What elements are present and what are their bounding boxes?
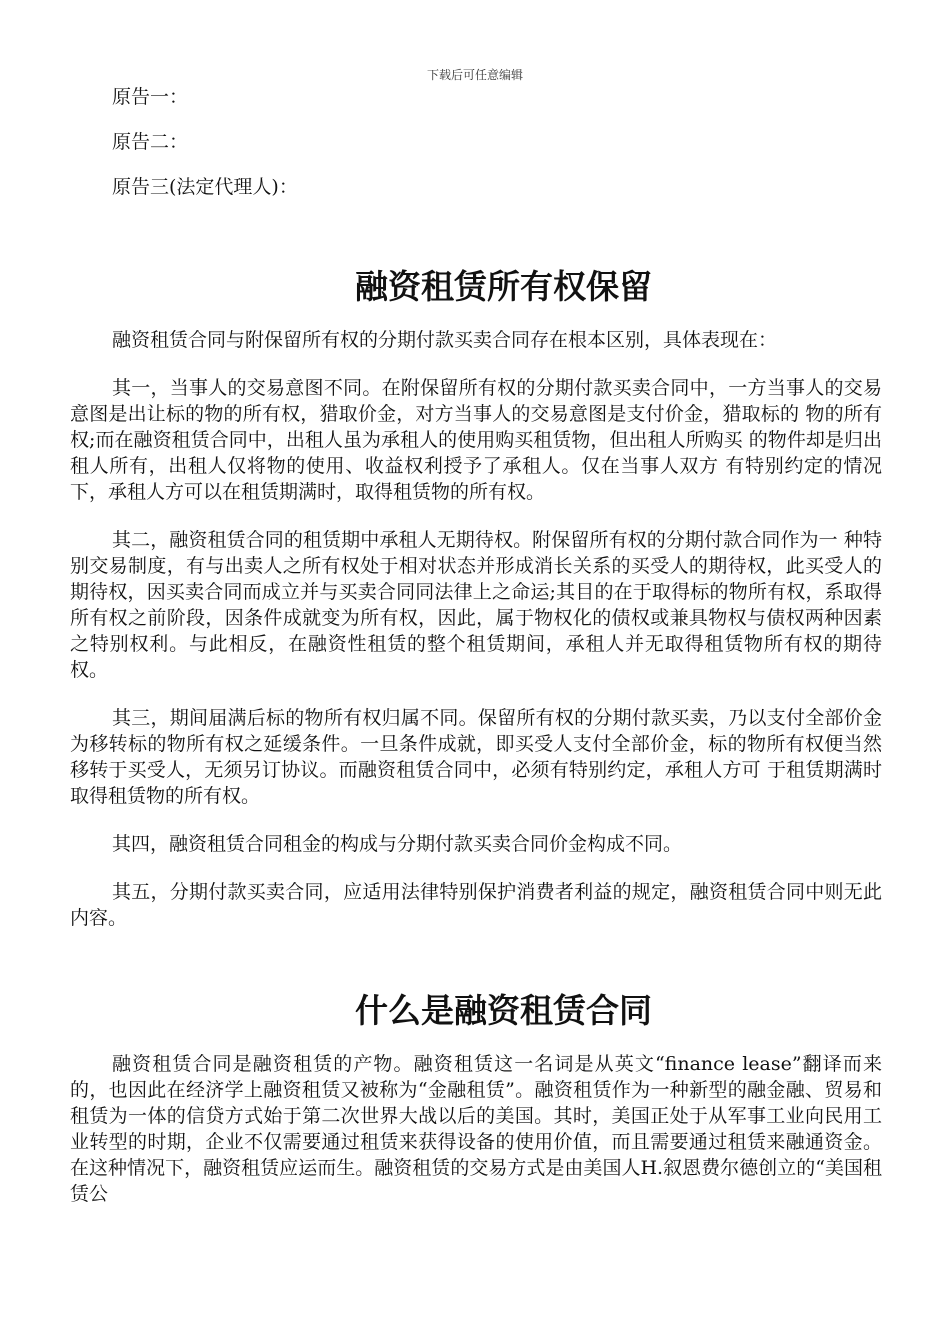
section1-point-5: 其五，分期付款买卖合同，应适用法律特别保护消费者利益的规定，融资租赁合同中则无此内容。 — [70, 881, 882, 929]
plaintiff-2: 原告二： — [112, 131, 189, 153]
plaintiff-3: 原告三(法定代理人)： — [112, 176, 298, 198]
section1-point-3: 其三，期间届满后标的物所有权归属不同。保留所有权的分期付款买卖，乃以支付全部价金为移转标的物所有权之延缓条件。一旦条件成就，即买受人支付全部价金，标的物所有权便当然移转于买受人，无须另订协议。而融资租赁合同中，必须有特别约定，承租人方可 于租赁期满时取得租赁物的所有权。 — [70, 707, 882, 807]
section1-point-1: 其一，当事人的交易意图不同。在附保留所有权的分期付款买卖合同中，一方当事人的交易意图是出让标的物的所有权，猎取价金，对方当事人的交易意图是支付价金，猎取标的 物的所有权;而在融资租赁合同中，出租人虽为承租人的使用购买租赁物，但出租人所购买 的物件却是归出租人所有，出租人仅将物的使用、收益权利授予了承租人。仅在当事人双方 有特别约定的情况下，承租人方可以在租赁期满时，取得租赁物的所有权。 — [70, 377, 882, 503]
section1-point-4: 其四，融资租赁合同租金的构成与分期付款买卖合同价金构成不同。 — [112, 833, 683, 855]
section2-paragraph: 融资租赁合同是融资租赁的产物。融资租赁这一名词是从英文“finance lease”翻译而来的，也因此在经济学上融资租赁又被称为“金融租赁”。融资租赁作为一种新型的融金融、贸易和租赁为一体的信贷方式始于第二次世界大战以后的美国。其时，美国正处于从军事工业向民用工业转型的时期，企业不仅需要通过租赁来获得设备的使用价值，而且需要通过租赁来融通资金。在这种情况下，融资租赁应运而生。融资租赁的交易方式是由美国人H.叙恩费尔德创立的“美国租赁公 — [70, 1053, 882, 1205]
section2-title: 什么是融资租赁合同 — [355, 991, 652, 1030]
document-content — [70, 84, 882, 1207]
plaintiff-1: 原告一： — [112, 86, 189, 108]
section1-intro: 融资租赁合同与附保留所有权的分期付款买卖合同存在根本区别，具体表现在： — [112, 329, 778, 351]
section1-title: 融资租赁所有权保留 — [355, 267, 652, 306]
section1-point-2: 其二，融资租赁合同的租赁期中承租人无期待权。附保留所有权的分期付款合同作为一 种特别交易制度，有与出卖人之所有权处于相对状态并形成消长关系的买受人的期待权，此买受人的期待权，因买卖合同而成立并与买卖合同同法律上之命运;其目的在于取得标的物所有权，系取得所有权之前阶段，因条件成就变为所有权，因此，属于物权化的债权或兼具物权与债权两种因素之特别权利。与此相反，在融资性租赁的整个租赁期间，承租人并无取得租赁物所有权的期待权。 — [70, 529, 882, 681]
header-note: 下载后可任意编辑 — [426, 68, 523, 82]
